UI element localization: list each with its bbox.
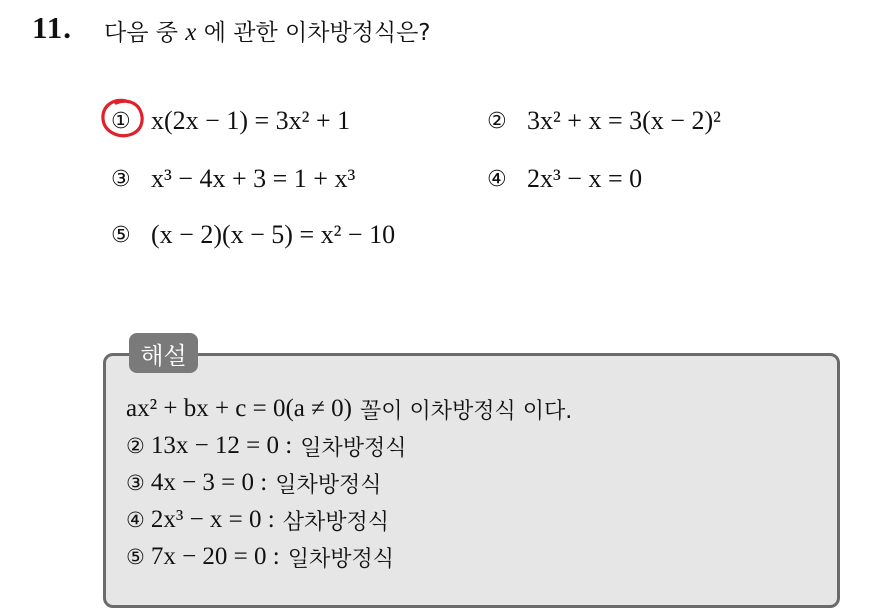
choice-1-expression: x(2x − 1) = 3x² + 1: [151, 106, 351, 135]
choice-2-expression: 3x² + x = 3(x − 2)²: [527, 106, 721, 135]
explanation-line-2: [126, 429, 407, 463]
choice-4-number: ④: [487, 166, 507, 192]
explanation-title: 해설: [129, 333, 198, 373]
explanation-intro-math: ax² + bx + c = 0(a ≠ 0): [126, 395, 352, 422]
choice-2[interactable]: [487, 103, 721, 139]
choice-5-expression: (x − 2)(x − 5) = x² − 10: [151, 220, 396, 249]
explanation-line-2-number: ②: [126, 434, 145, 458]
choice-5-number: ⑤: [111, 222, 131, 248]
choice-2-number: ②: [487, 108, 507, 134]
choice-1-number: ①: [111, 108, 131, 134]
choice-3-number: ③: [111, 166, 131, 192]
explanation-line-4-label: 삼차방정식: [282, 509, 389, 535]
question-variable: x: [185, 19, 197, 46]
explanation-line-5-expression: 7x − 20 = 0 :: [150, 543, 280, 570]
explanation-line-3-number: ③: [126, 471, 145, 495]
choice-1[interactable]: [111, 103, 350, 139]
choice-4[interactable]: [487, 161, 642, 197]
question-text: [104, 14, 431, 47]
explanation-line-5-label: 일차방정식: [287, 546, 394, 572]
explanation-line-4-number: ④: [126, 508, 145, 532]
explanation-line-4-expression: 2x³ − x = 0 :: [150, 506, 275, 533]
choice-3-expression: x³ − 4x + 3 = 1 + x³: [151, 164, 356, 193]
explanation-line-5: [126, 540, 394, 574]
explanation-line-3-expression: 4x − 3 = 0 :: [150, 469, 268, 496]
explanation-intro-text: 꼴이 이차방정식 이다.: [359, 398, 573, 424]
question-text-after: 에 관한 이차방정식은?: [203, 20, 431, 46]
explanation-line-2-expression: 13x − 12 = 0 :: [150, 432, 293, 459]
choice-4-expression: 2x³ − x = 0: [527, 164, 643, 193]
choice-5[interactable]: [111, 217, 395, 253]
question-text-before: 다음 중: [104, 20, 178, 46]
explanation-intro: [126, 392, 572, 426]
explanation-line-3: [126, 466, 382, 500]
question-number: 11.: [32, 10, 73, 45]
explanation-line-2-label: 일차방정식: [300, 435, 407, 461]
explanation-line-5-number: ⑤: [126, 545, 145, 569]
choice-3[interactable]: [111, 161, 355, 197]
explanation-line-4: [126, 503, 389, 537]
explanation-line-3-label: 일차방정식: [275, 472, 382, 498]
